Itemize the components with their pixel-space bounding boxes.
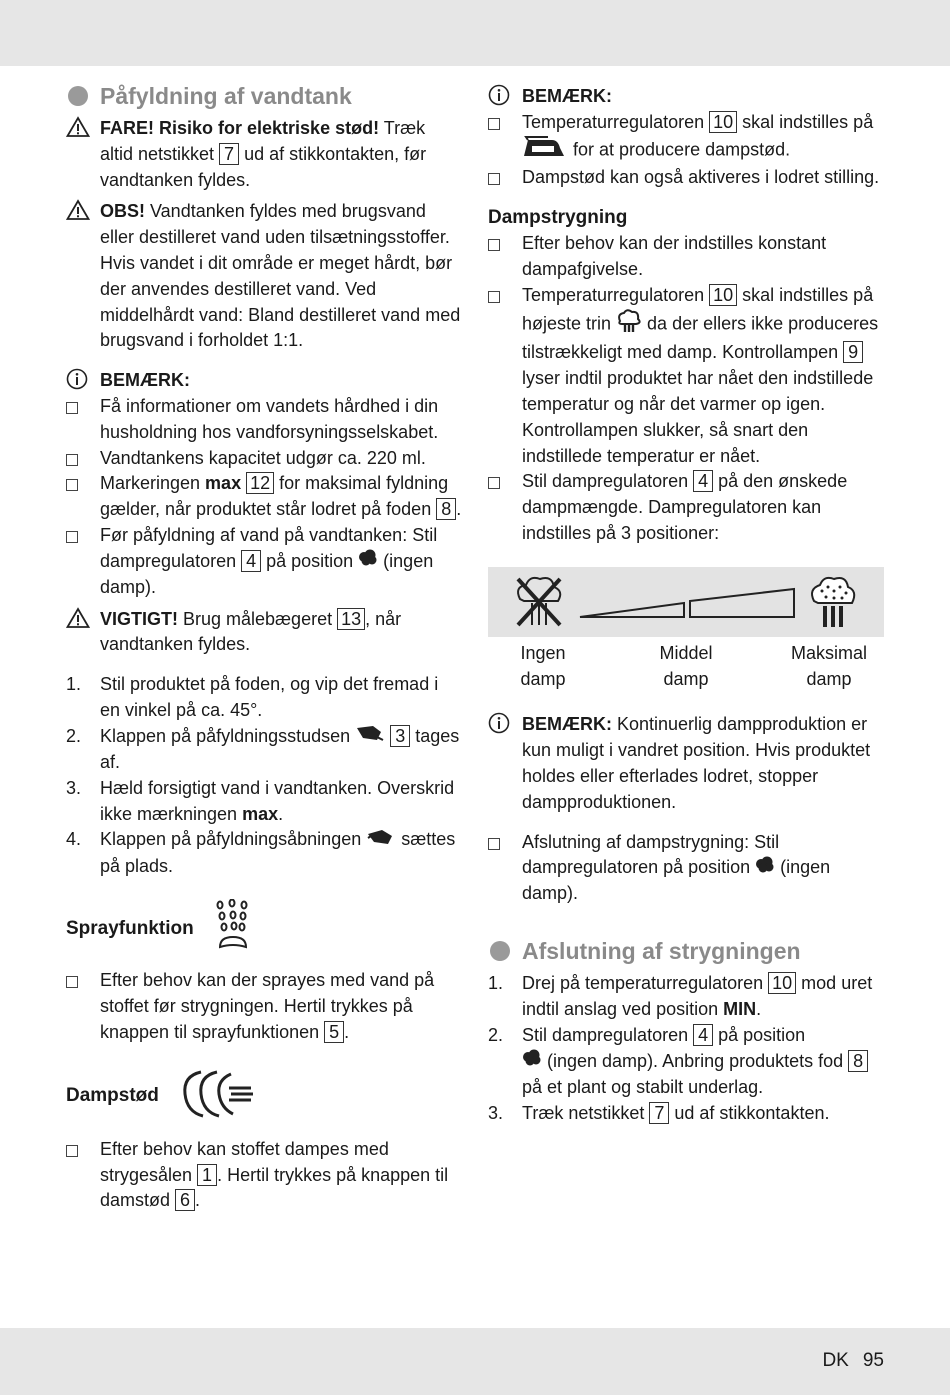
- info-icon: [488, 84, 512, 106]
- step-item: 4. Klappen på påfyldningsåbningen sættes på plads.: [66, 829, 456, 876]
- page-number: 95: [862, 1350, 884, 1371]
- filler-cap-icon: [366, 828, 396, 854]
- step-item: 1. Drej på temperaturregulatoren 10 mod uret indtil anslag ved position MIN.: [488, 973, 873, 1020]
- ref-number: 4: [241, 550, 261, 572]
- ref-number: 10: [709, 284, 737, 306]
- label-no-steam: Ingen damp: [520, 642, 566, 689]
- ref-number: 7: [649, 1102, 669, 1124]
- checkbox-bullet-icon: [66, 1145, 78, 1157]
- steam-levels-panel: [488, 567, 884, 637]
- list-item: Efter behov kan der sprayes med vand på stoffet før strygningen. Hertil trykkes på knappen til sprayfunktionen 5 .: [66, 968, 462, 1045]
- page-footer: [808, 1350, 884, 1372]
- checkbox-bullet-icon: [66, 479, 78, 491]
- max-steam-icon: [616, 309, 642, 341]
- warning-triangle-icon: [66, 116, 90, 138]
- note-heading: BEMÆRK:: [66, 368, 462, 394]
- checkbox-bullet-icon: [488, 239, 500, 251]
- checkbox-bullet-icon: [66, 976, 78, 988]
- ref-number: 12: [246, 472, 274, 494]
- list-item: Få informationer om vandets hårdhed i din husholdning hos vandforsyningsselskabet.: [66, 394, 462, 446]
- list-item: Efter behov kan der indstilles konstant dampafgivelse.: [488, 231, 884, 283]
- checkbox-bullet-icon: [66, 454, 78, 466]
- ref-number: 8: [436, 498, 456, 520]
- step-item: 3. Hæld forsigtigt vand i vandtanken. Overskrid ikke mærkningen max.: [66, 777, 455, 824]
- note-paragraph: BEMÆRK: Kontinuerlig dampproduktion er kun muligt i vandret position. Hvis produktet holdes eller efterlades lodret, stopper dampproduktionen.: [488, 712, 884, 815]
- checkbox-bullet-icon: [488, 173, 500, 185]
- spray-heading-row: [66, 899, 462, 958]
- important-warning: VIGTIGT! Brug målebægeret 13 , når vandtanken fyldes.: [66, 607, 462, 659]
- max-steam-icon: [806, 573, 860, 636]
- step-item: 2. Stil dampregulatoren 4 på position (ingen damp). Anbring produktets fod 8 på et plant og stabilt underlag.: [488, 1023, 884, 1101]
- subheading: Dampstrygning: [488, 207, 628, 229]
- section-heading: Påfyldning af vandtank: [66, 80, 462, 112]
- list-item: Før påfyldning af vand på vandtanken: Stil dampregulatoren 4 på position (ingen damp).: [66, 523, 462, 601]
- ref-number: 10: [709, 111, 737, 133]
- section-heading: Afslutning af strygningen: [488, 935, 884, 967]
- subheading: Sprayfunktion: [66, 917, 194, 939]
- no-steam-icon: [522, 1049, 542, 1075]
- list-item: Temperaturregulatoren 10 skal indstilles på højeste trin da der ellers ikke produceres tilstrækkeligt med damp. Kontrollampen 9 lyser indtil produktet har nået den indstillede temperatur og når det varmer op igen. Kontrollampen slukker, så snart den indstillede temperatur er nået.: [488, 283, 884, 470]
- iron-icon: [522, 136, 568, 166]
- checkbox-bullet-icon: [488, 838, 500, 850]
- warning-triangle-icon: [66, 199, 90, 221]
- left-column: [66, 80, 462, 1214]
- header-bar: [0, 0, 950, 66]
- checkbox-bullet-icon: [488, 477, 500, 489]
- list-item: Afslutning af dampstrygning: Stil dampregulatoren på position (ingen damp).: [488, 830, 884, 908]
- checkbox-bullet-icon: [66, 402, 78, 414]
- steam-level-ramp: [578, 587, 798, 628]
- list-item: Dampstød kan også aktiveres i lodret stilling.: [488, 165, 884, 191]
- ref-number: 7: [219, 143, 239, 165]
- checkbox-bullet-icon: [66, 531, 78, 543]
- list-item: Efter behov kan stoffet dampes med strygesålen 1 . Hertil trykkes på knappen til damstød 6 .: [66, 1137, 462, 1214]
- ref-number: 4: [693, 1024, 713, 1046]
- burst-heading-row: [66, 1066, 462, 1127]
- no-steam-icon: [755, 856, 775, 882]
- checkbox-bullet-icon: [488, 118, 500, 130]
- list-item: Vandtankens kapacitet udgør ca. 220 ml.: [66, 446, 462, 472]
- no-steam-icon: [358, 549, 378, 575]
- ref-number: 6: [175, 1189, 195, 1211]
- danger-warning: FARE! Risiko for elektriske stød! Træk altid netstikket 7 ud af stikkontakten, før vandtanken fyldes.: [66, 116, 462, 193]
- ref-number: 3: [390, 725, 410, 747]
- ref-number: 4: [693, 470, 713, 492]
- subheading: Dampstød: [66, 1085, 159, 1107]
- list-item: Stil dampregulatoren 4 på den ønskede dampmængde. Dampregulatoren kan indstilles på 3 positioner:: [488, 469, 884, 546]
- bullet-dot: [490, 941, 510, 961]
- list-item: Temperaturregulatoren 10 skal indstilles på for at producere dampstød.: [488, 110, 884, 166]
- steam-level-labels: [488, 641, 884, 693]
- ref-number: 1: [197, 1164, 217, 1186]
- filler-cap-icon: [355, 724, 385, 750]
- ref-number: 5: [324, 1021, 344, 1043]
- spray-icon: [214, 899, 252, 958]
- steam-burst-icon: [179, 1066, 257, 1127]
- language-code: DK: [822, 1350, 849, 1371]
- note-heading: BEMÆRK:: [488, 84, 884, 110]
- checkbox-bullet-icon: [488, 291, 500, 303]
- label-max-steam: Maksimal damp: [790, 642, 867, 689]
- no-steam-icon: [512, 573, 566, 636]
- ref-number: 13: [337, 608, 365, 630]
- ref-number: 8: [848, 1050, 868, 1072]
- label-medium-steam: Middel damp: [659, 642, 713, 689]
- step-item: 3. Træk netstikket 7 ud af stikkontakten.: [488, 1102, 830, 1123]
- ref-number: 10: [768, 972, 796, 994]
- step-item: 1. Stil produktet på foden, og vip det fremad i en vinkel på ca. 45°.: [66, 674, 439, 721]
- ref-number: 9: [843, 341, 863, 363]
- right-column: [488, 80, 884, 1126]
- list-item: Markeringen max 12 for maksimal fyldning gælder, når produktet står lodret på foden 8 .: [66, 471, 462, 523]
- info-icon: [66, 368, 90, 390]
- step-item: 2. Klappen på påfyldningsstudsen 3 tages af.: [66, 725, 460, 773]
- bullet-dot: [68, 86, 88, 106]
- warning-triangle-icon: [66, 607, 90, 629]
- info-icon: [488, 712, 512, 734]
- caution-warning: OBS! Vandtanken fyldes med brugsvand eller destilleret vand uden tilsætningsstoffer. Hvis vandet i dit område er meget hårdt, bør der anvendes destilleret vand. Ved middelhårdt vand: Bland destilleret vand med brugsvand i forholdet 1:1.: [66, 199, 462, 354]
